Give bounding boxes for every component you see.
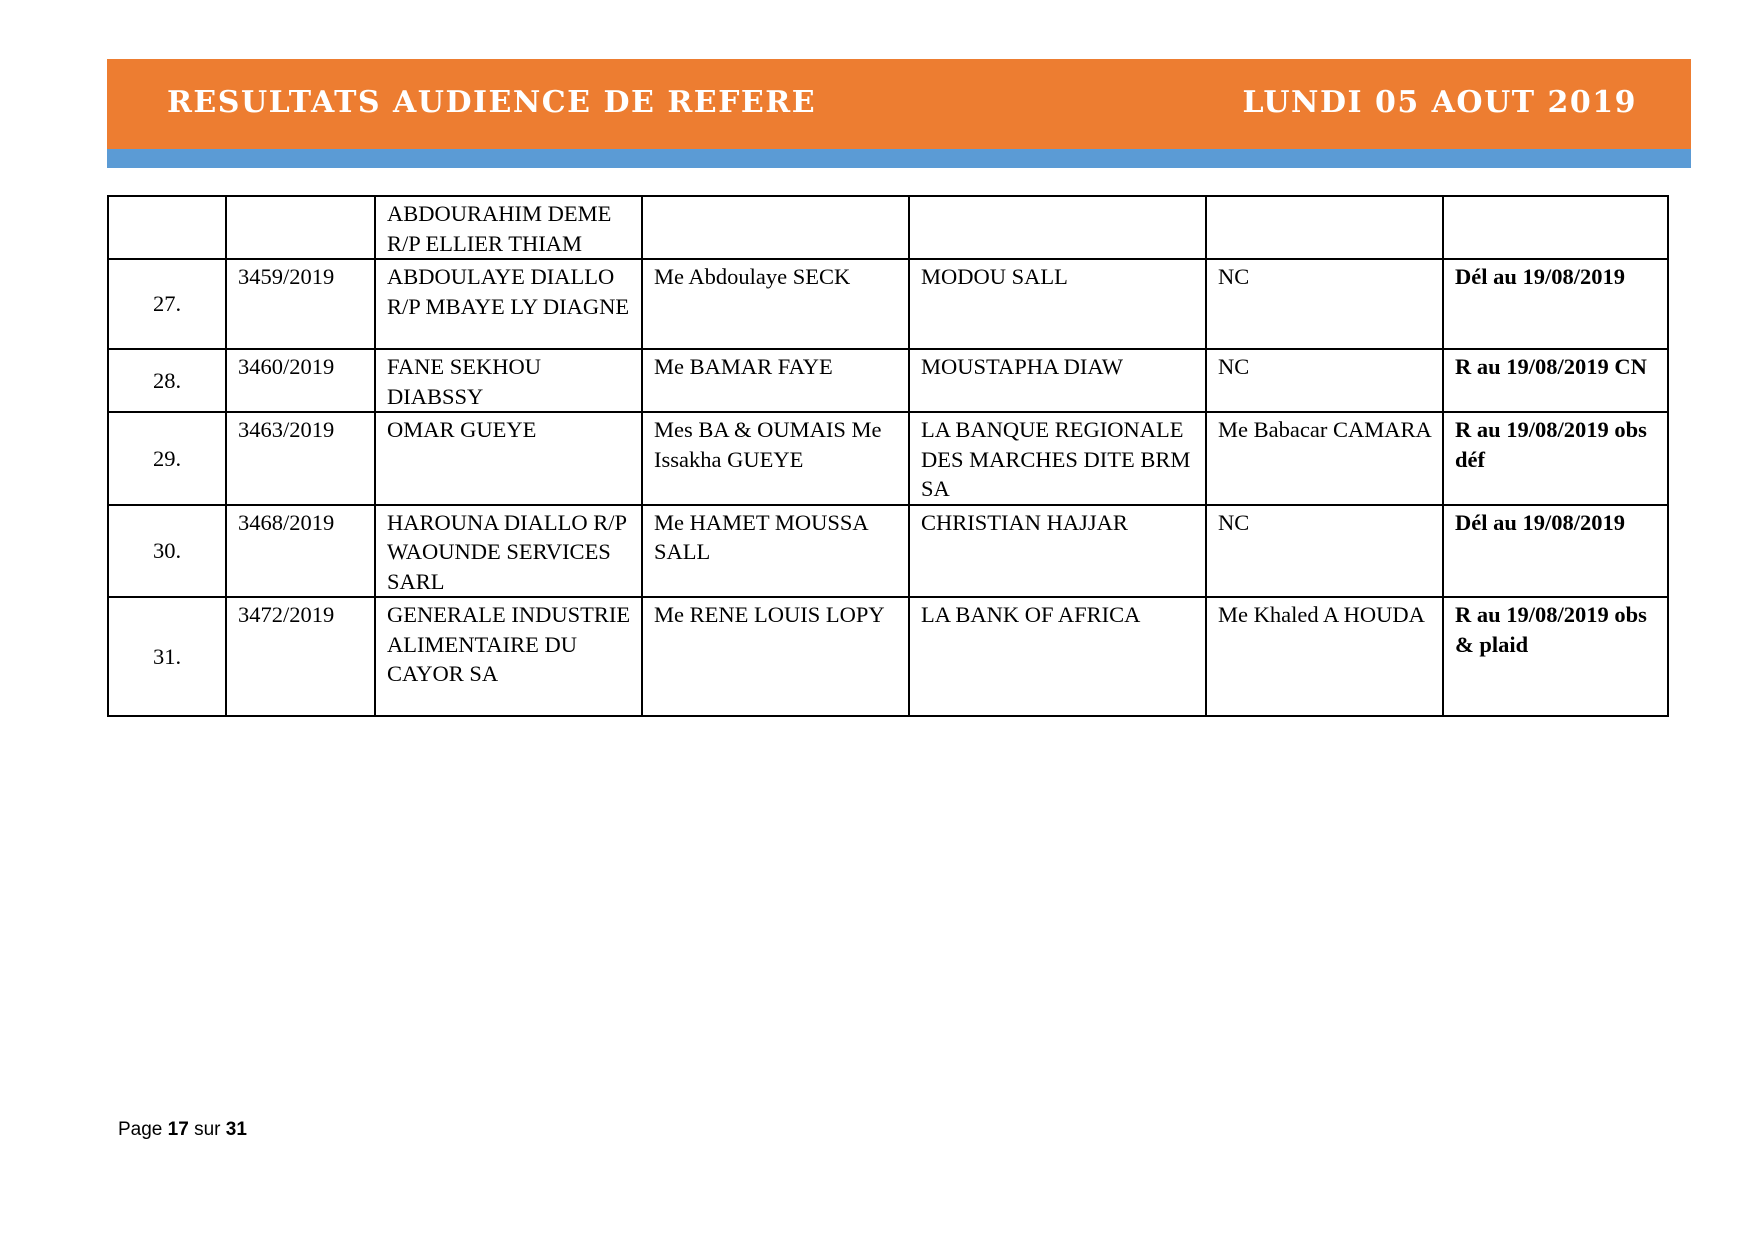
page-separator: sur bbox=[194, 1119, 221, 1140]
plaintiff: ABDOURAHIM DEME R/P ELLIER THIAM bbox=[375, 196, 642, 259]
plaintiff-counsel: Mes BA & OUMAIS Me Issakha GUEYE bbox=[642, 412, 909, 505]
plaintiff: ABDOULAYE DIALLO R/P MBAYE LY DIAGNE bbox=[375, 259, 642, 349]
defendant-counsel bbox=[1206, 196, 1443, 259]
decision: R au 19/08/2019 CN bbox=[1443, 349, 1668, 412]
decision: R au 19/08/2019 obs & plaid bbox=[1443, 597, 1668, 716]
row-number: 28. bbox=[108, 349, 226, 412]
case-number bbox=[226, 196, 375, 259]
defendant-counsel: NC bbox=[1206, 349, 1443, 412]
page-footer bbox=[118, 1119, 247, 1141]
plaintiff-counsel bbox=[642, 196, 909, 259]
defendant: CHRISTIAN HAJJAR bbox=[909, 505, 1206, 598]
row-number: 27. bbox=[108, 259, 226, 349]
defendant-counsel: NC bbox=[1206, 259, 1443, 349]
plaintiff: FANE SEKHOU DIABSSY bbox=[375, 349, 642, 412]
plaintiff-counsel: Me HAMET MOUSSA SALL bbox=[642, 505, 909, 598]
table-row bbox=[108, 259, 1668, 349]
row-number: 29. bbox=[108, 412, 226, 505]
decision: Dél au 19/08/2019 bbox=[1443, 259, 1668, 349]
plaintiff: GENERALE INDUSTRIE ALIMENTAIRE DU CAYOR SA bbox=[375, 597, 642, 716]
plaintiff-counsel: Me BAMAR FAYE bbox=[642, 349, 909, 412]
defendant-counsel: Me Khaled A HOUDA bbox=[1206, 597, 1443, 716]
case-number: 3463/2019 bbox=[226, 412, 375, 505]
hearing-date: LUNDI 05 AOUT 2019 bbox=[1242, 85, 1637, 120]
defendant bbox=[909, 196, 1206, 259]
defendant-counsel: NC bbox=[1206, 505, 1443, 598]
case-number: 3459/2019 bbox=[226, 259, 375, 349]
case-number: 3468/2019 bbox=[226, 505, 375, 598]
table-row bbox=[108, 597, 1668, 716]
results-table bbox=[107, 195, 1669, 717]
defendant: LA BANQUE REGIONALE DES MARCHES DITE BRM SA bbox=[909, 412, 1206, 505]
case-number: 3472/2019 bbox=[226, 597, 375, 716]
defendant: MOUSTAPHA DIAW bbox=[909, 349, 1206, 412]
plaintiff-counsel: Me RENE LOUIS LOPY bbox=[642, 597, 909, 716]
table-row bbox=[108, 505, 1668, 598]
defendant-counsel: Me Babacar CAMARA bbox=[1206, 412, 1443, 505]
defendant: LA BANK OF AFRICA bbox=[909, 597, 1206, 716]
decision bbox=[1443, 196, 1668, 259]
row-number: 30. bbox=[108, 505, 226, 598]
plaintiff-counsel: Me Abdoulaye SECK bbox=[642, 259, 909, 349]
table-row bbox=[108, 349, 1668, 412]
decision: R au 19/08/2019 obs déf bbox=[1443, 412, 1668, 505]
table-row bbox=[108, 196, 1668, 259]
header-stripe bbox=[107, 149, 1691, 168]
case-number: 3460/2019 bbox=[226, 349, 375, 412]
plaintiff: HAROUNA DIALLO R/P WAOUNDE SERVICES SARL bbox=[375, 505, 642, 598]
table-row bbox=[108, 412, 1668, 505]
row-number: 31. bbox=[108, 597, 226, 716]
defendant: MODOU SALL bbox=[909, 259, 1206, 349]
current-page-number: 17 bbox=[167, 1119, 189, 1140]
total-pages-number: 31 bbox=[225, 1119, 247, 1140]
plaintiff: OMAR GUEYE bbox=[375, 412, 642, 505]
page-label: Page bbox=[118, 1119, 163, 1140]
decision: Dél au 19/08/2019 bbox=[1443, 505, 1668, 598]
page-title: RESULTATS AUDIENCE DE REFERE bbox=[167, 85, 817, 120]
row-number bbox=[108, 196, 226, 259]
